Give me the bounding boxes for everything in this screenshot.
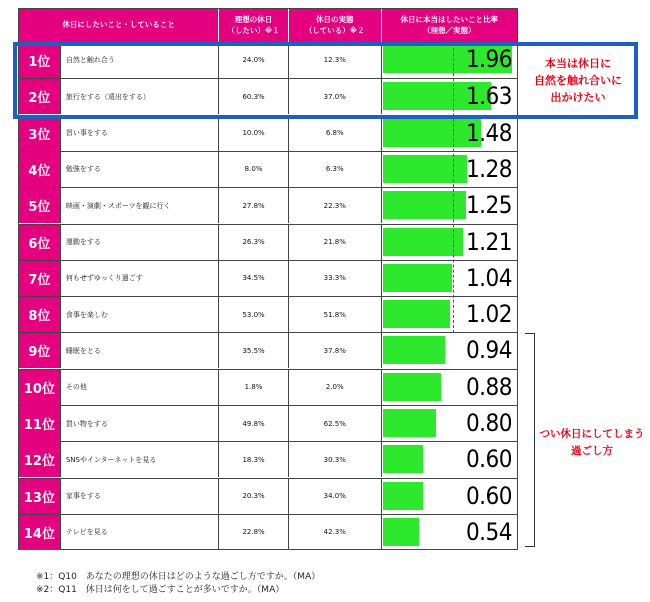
activity-label: 運動をする <box>61 225 219 260</box>
rank-label: 14位 <box>19 515 61 550</box>
header-item: 休日にしたいこと・していること <box>19 9 219 42</box>
ratio-label: 1.48 <box>465 118 512 147</box>
ratio-label: 1.04 <box>465 263 512 292</box>
ideal-value: 60.3% <box>219 79 289 114</box>
ideal-value: 49.8% <box>219 406 289 441</box>
table-row <box>19 296 517 332</box>
rank-label: 8位 <box>19 297 61 332</box>
footnotes <box>36 571 320 596</box>
activity-label: 家事をする <box>61 479 219 514</box>
actual-value: 22.3% <box>289 188 382 223</box>
table-row <box>19 151 517 187</box>
rank-label: 11位 <box>19 406 61 441</box>
rank-label: 6位 <box>19 225 61 260</box>
ratio-cell <box>382 515 517 550</box>
ideal-value: 35.5% <box>219 333 289 368</box>
activity-label: その他 <box>61 370 219 405</box>
ideal-value: 24.0% <box>219 42 289 78</box>
ratio-cell <box>382 152 517 187</box>
ideal-value: 27.8% <box>219 188 289 223</box>
actual-value: 6.3% <box>289 152 382 187</box>
activity-label: 食事を楽しむ <box>61 297 219 332</box>
actual-value: 30.3% <box>289 442 382 477</box>
ratio-label: 1.25 <box>465 191 512 220</box>
table-row <box>19 260 517 296</box>
actual-value: 51.8% <box>289 297 382 332</box>
ideal-value: 53.0% <box>219 297 289 332</box>
ratio-cell <box>382 479 517 514</box>
ratio-cell <box>382 188 517 223</box>
actual-value: 21.8% <box>289 225 382 260</box>
ratio-label: 0.60 <box>465 445 512 474</box>
header-ideal: 理想の休日 （したい）※１ <box>219 9 289 42</box>
ratio-cell <box>382 225 517 260</box>
ratio-label: 0.88 <box>465 372 512 401</box>
ideal-value: 10.0% <box>219 116 289 151</box>
footnote-q10: ※1：Q10 あなたの理想の休日はどのような過ごし方ですか。（MA） <box>36 572 321 582</box>
ratio-label: 1.02 <box>465 300 512 329</box>
table-row <box>19 441 517 477</box>
activity-label: テレビを見る <box>61 515 219 550</box>
rank-label: 7位 <box>19 261 61 296</box>
rank-label: 1位 <box>19 42 61 78</box>
footnote-q11: ※2：Q11 休日は何をして過ごすことが多いですか。（MA） <box>36 584 285 595</box>
ratio-bar <box>383 228 463 256</box>
ideal-value: 1.8% <box>219 370 289 405</box>
ratio-bar <box>383 518 419 546</box>
callout-bottom: つい休日にしてしまう 過ごし方 <box>539 428 645 457</box>
header-actual: 休日の実態 （している）※２ <box>289 9 382 42</box>
rank-label: 10位 <box>19 370 61 405</box>
ratio-label: 0.94 <box>465 336 512 365</box>
ratio-cell <box>382 406 517 441</box>
ratio-bar <box>383 373 441 401</box>
table-row <box>19 514 517 550</box>
ratio-cell <box>382 116 517 151</box>
ratio-label: 0.80 <box>465 409 512 437</box>
table-row <box>19 369 517 405</box>
ideal-value: 18.3% <box>219 442 289 477</box>
actual-value: 33.3% <box>289 261 382 296</box>
ratio-label: 1.96 <box>465 45 512 73</box>
actual-value: 6.8% <box>289 116 382 151</box>
activity-label: 何もせずゆっくり過ごす <box>61 261 219 296</box>
ratio-label: 0.60 <box>465 481 512 510</box>
table-row <box>19 115 517 151</box>
table-row <box>19 478 517 514</box>
ratio-cell <box>382 261 517 296</box>
actual-value: 62.5% <box>289 406 382 441</box>
activity-label: 習い事をする <box>61 116 219 151</box>
actual-value: 12.3% <box>289 42 382 78</box>
rank-label: 2位 <box>19 79 61 114</box>
rank-label: 13位 <box>19 479 61 514</box>
table-row <box>19 187 517 223</box>
ideal-value: 20.3% <box>219 479 289 514</box>
bracket-lower-ranks <box>525 333 535 547</box>
ratio-bar <box>383 409 436 437</box>
activity-label: SNSやインターネットを見る <box>61 442 219 477</box>
rank-label: 4位 <box>19 152 61 187</box>
ideal-value: 26.3% <box>219 225 289 260</box>
table-row <box>19 224 517 260</box>
ratio-cell <box>382 442 517 477</box>
ratio-cell <box>382 297 517 332</box>
table-row <box>19 405 517 441</box>
rank-label: 3位 <box>19 116 61 151</box>
rank-label: 9位 <box>19 333 61 368</box>
ratio-label: 0.54 <box>465 517 512 546</box>
ratio-cell <box>382 370 517 405</box>
activity-label: 睡眠をとる <box>61 333 219 368</box>
activity-label: 旅行をする（遠出をする） <box>61 79 219 114</box>
ideal-value: 8.0% <box>219 152 289 187</box>
actual-value: 42.3% <box>289 515 382 550</box>
activity-label: 自然と触れ合う <box>61 42 219 78</box>
ratio-label: 1.21 <box>465 227 512 256</box>
activity-label: 勉強をする <box>61 152 219 187</box>
table-row <box>19 332 517 368</box>
table-header <box>19 9 517 42</box>
activity-label: 映画・演劇・スポーツを観に行く <box>61 188 219 223</box>
ideal-value: 34.5% <box>219 261 289 296</box>
actual-value: 37.8% <box>289 333 382 368</box>
ratio-bar <box>383 264 452 292</box>
callout-top: 本当は休日に 自然を触れ合いに 出かけたい <box>534 57 622 105</box>
ratio-bar <box>383 482 423 510</box>
actual-value: 2.0% <box>289 370 382 405</box>
ratio-label: 1.28 <box>465 154 512 183</box>
ratio-cell <box>382 333 517 368</box>
actual-value: 34.0% <box>289 479 382 514</box>
ratio-label: 1.63 <box>465 82 512 111</box>
header-ratio: 休日に本当はしたいこと比率 （理想／実態） <box>382 9 517 42</box>
rank-label: 5位 <box>19 188 61 223</box>
rank-label: 12位 <box>19 442 61 477</box>
activity-label: 買い物をする <box>61 406 219 441</box>
ideal-value: 22.8% <box>219 515 289 550</box>
ratio-bar <box>383 336 445 364</box>
actual-value: 37.0% <box>289 79 382 114</box>
ratio-bar <box>383 300 450 328</box>
ratio-bar <box>383 445 423 473</box>
